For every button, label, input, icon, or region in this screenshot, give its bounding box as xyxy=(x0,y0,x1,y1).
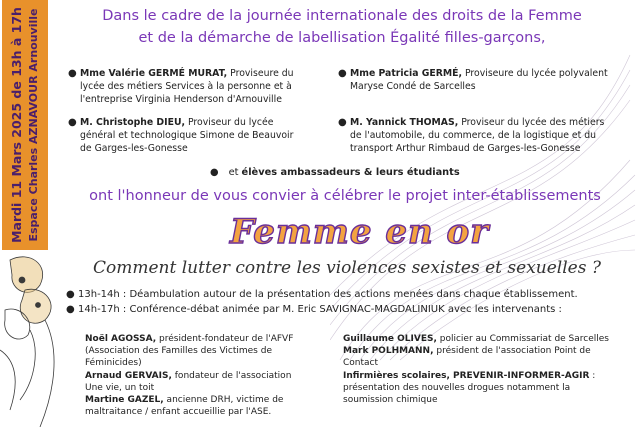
host-1-name: Mme Valérie GERMÉ MURAT, xyxy=(80,68,228,79)
bullet-icon: ● xyxy=(68,117,77,128)
program-item-2: ● 14h-17h : Conférence-débat animée par M. Eric SAVIGNAC-MAGDALINIUK avec les intervenants : xyxy=(66,304,562,315)
bullet-icon: ● xyxy=(66,289,75,300)
bullet-icon: ● xyxy=(68,68,77,79)
honor-line: ont l'honneur de vous convier à célébrer le projet inter-établissements xyxy=(89,188,601,204)
bullet-icon: ● xyxy=(66,304,75,315)
speaker: Noël AGOSSA, président-fondateur de l'AFVF (Association des Familles des Victimes de Féminicides) xyxy=(85,334,294,369)
speakers-left xyxy=(85,333,300,418)
guests-line: ● et élèves ambassadeurs & leurs étudiants xyxy=(210,167,460,178)
bullet-icon: ● xyxy=(210,167,219,178)
flower-face-illustration-icon xyxy=(0,250,70,427)
host-1: ● Mme Valérie GERMÉ MURAT, Proviseure du lycée des métiers Services à la personne et à l'entreprise Virginia Henderson d'Arnouville xyxy=(68,68,294,105)
header-line-1: Dans le cadre de la journée internationale des droits de la Femme xyxy=(102,8,582,24)
event-date: Mardi 11 Mars 2025 de 13h à 17h xyxy=(9,7,24,243)
date-venue-text xyxy=(8,7,42,243)
header-line-2: et de la démarche de labellisation Égalité filles-garçons, xyxy=(138,30,546,46)
event-title: Femme en or xyxy=(230,212,490,252)
host-3: ● M. Christophe DIEU, Proviseur du lycée général et technologique Simone de Beauvoir de Garges-les-Gonesse xyxy=(68,117,294,154)
bullet-icon: ● xyxy=(338,68,347,79)
speaker: Martine GAZEL, ancienne DRH, victime de maltraitance / enfant accueillie par l'ASE. xyxy=(85,395,284,418)
program-item-1: ● 13h-14h : Déambulation autour de la présentation des actions menées dans chaque établissement. xyxy=(66,289,578,300)
host-4-name: M. Yannick THOMAS, xyxy=(350,117,459,128)
speaker: Guillaume OLIVES, policier au Commissariat de Sarcelles xyxy=(343,334,609,344)
host-4: ● M. Yannick THOMAS, Proviseur du lycée des métiers de l'automobile, du commerce, de la logistique et du transport Arthur Rimbaud de Garges-les-Gonesse xyxy=(338,117,605,154)
host-2: ● Mme Patricia GERMÉ, Proviseure du lycée polyvalent Maryse Condé de Sarcelles xyxy=(338,68,608,92)
speaker: Arnaud GERVAIS, fondateur de l'association Une vie, un toit xyxy=(85,370,292,393)
speaker: Infirmières scolaires, PREVENIR-INFORMER-AGIR : présentation des nouvelles drogues notamment la soumission chimique xyxy=(343,370,596,406)
event-venue: Espace Charles AZNAVOUR Arnouville xyxy=(27,8,40,242)
date-venue-banner xyxy=(2,0,48,250)
speakers-right xyxy=(343,333,613,406)
host-3-name: M. Christophe DIEU, xyxy=(80,117,186,128)
bullet-icon: ● xyxy=(338,117,347,128)
event-subtitle: Comment lutter contre les violences sexistes et sexuelles ? xyxy=(93,258,601,278)
speaker: Mark POLHMANN, président de l'association Point de Contact xyxy=(343,346,591,369)
host-2-name: Mme Patricia GERMÉ, xyxy=(350,68,463,79)
